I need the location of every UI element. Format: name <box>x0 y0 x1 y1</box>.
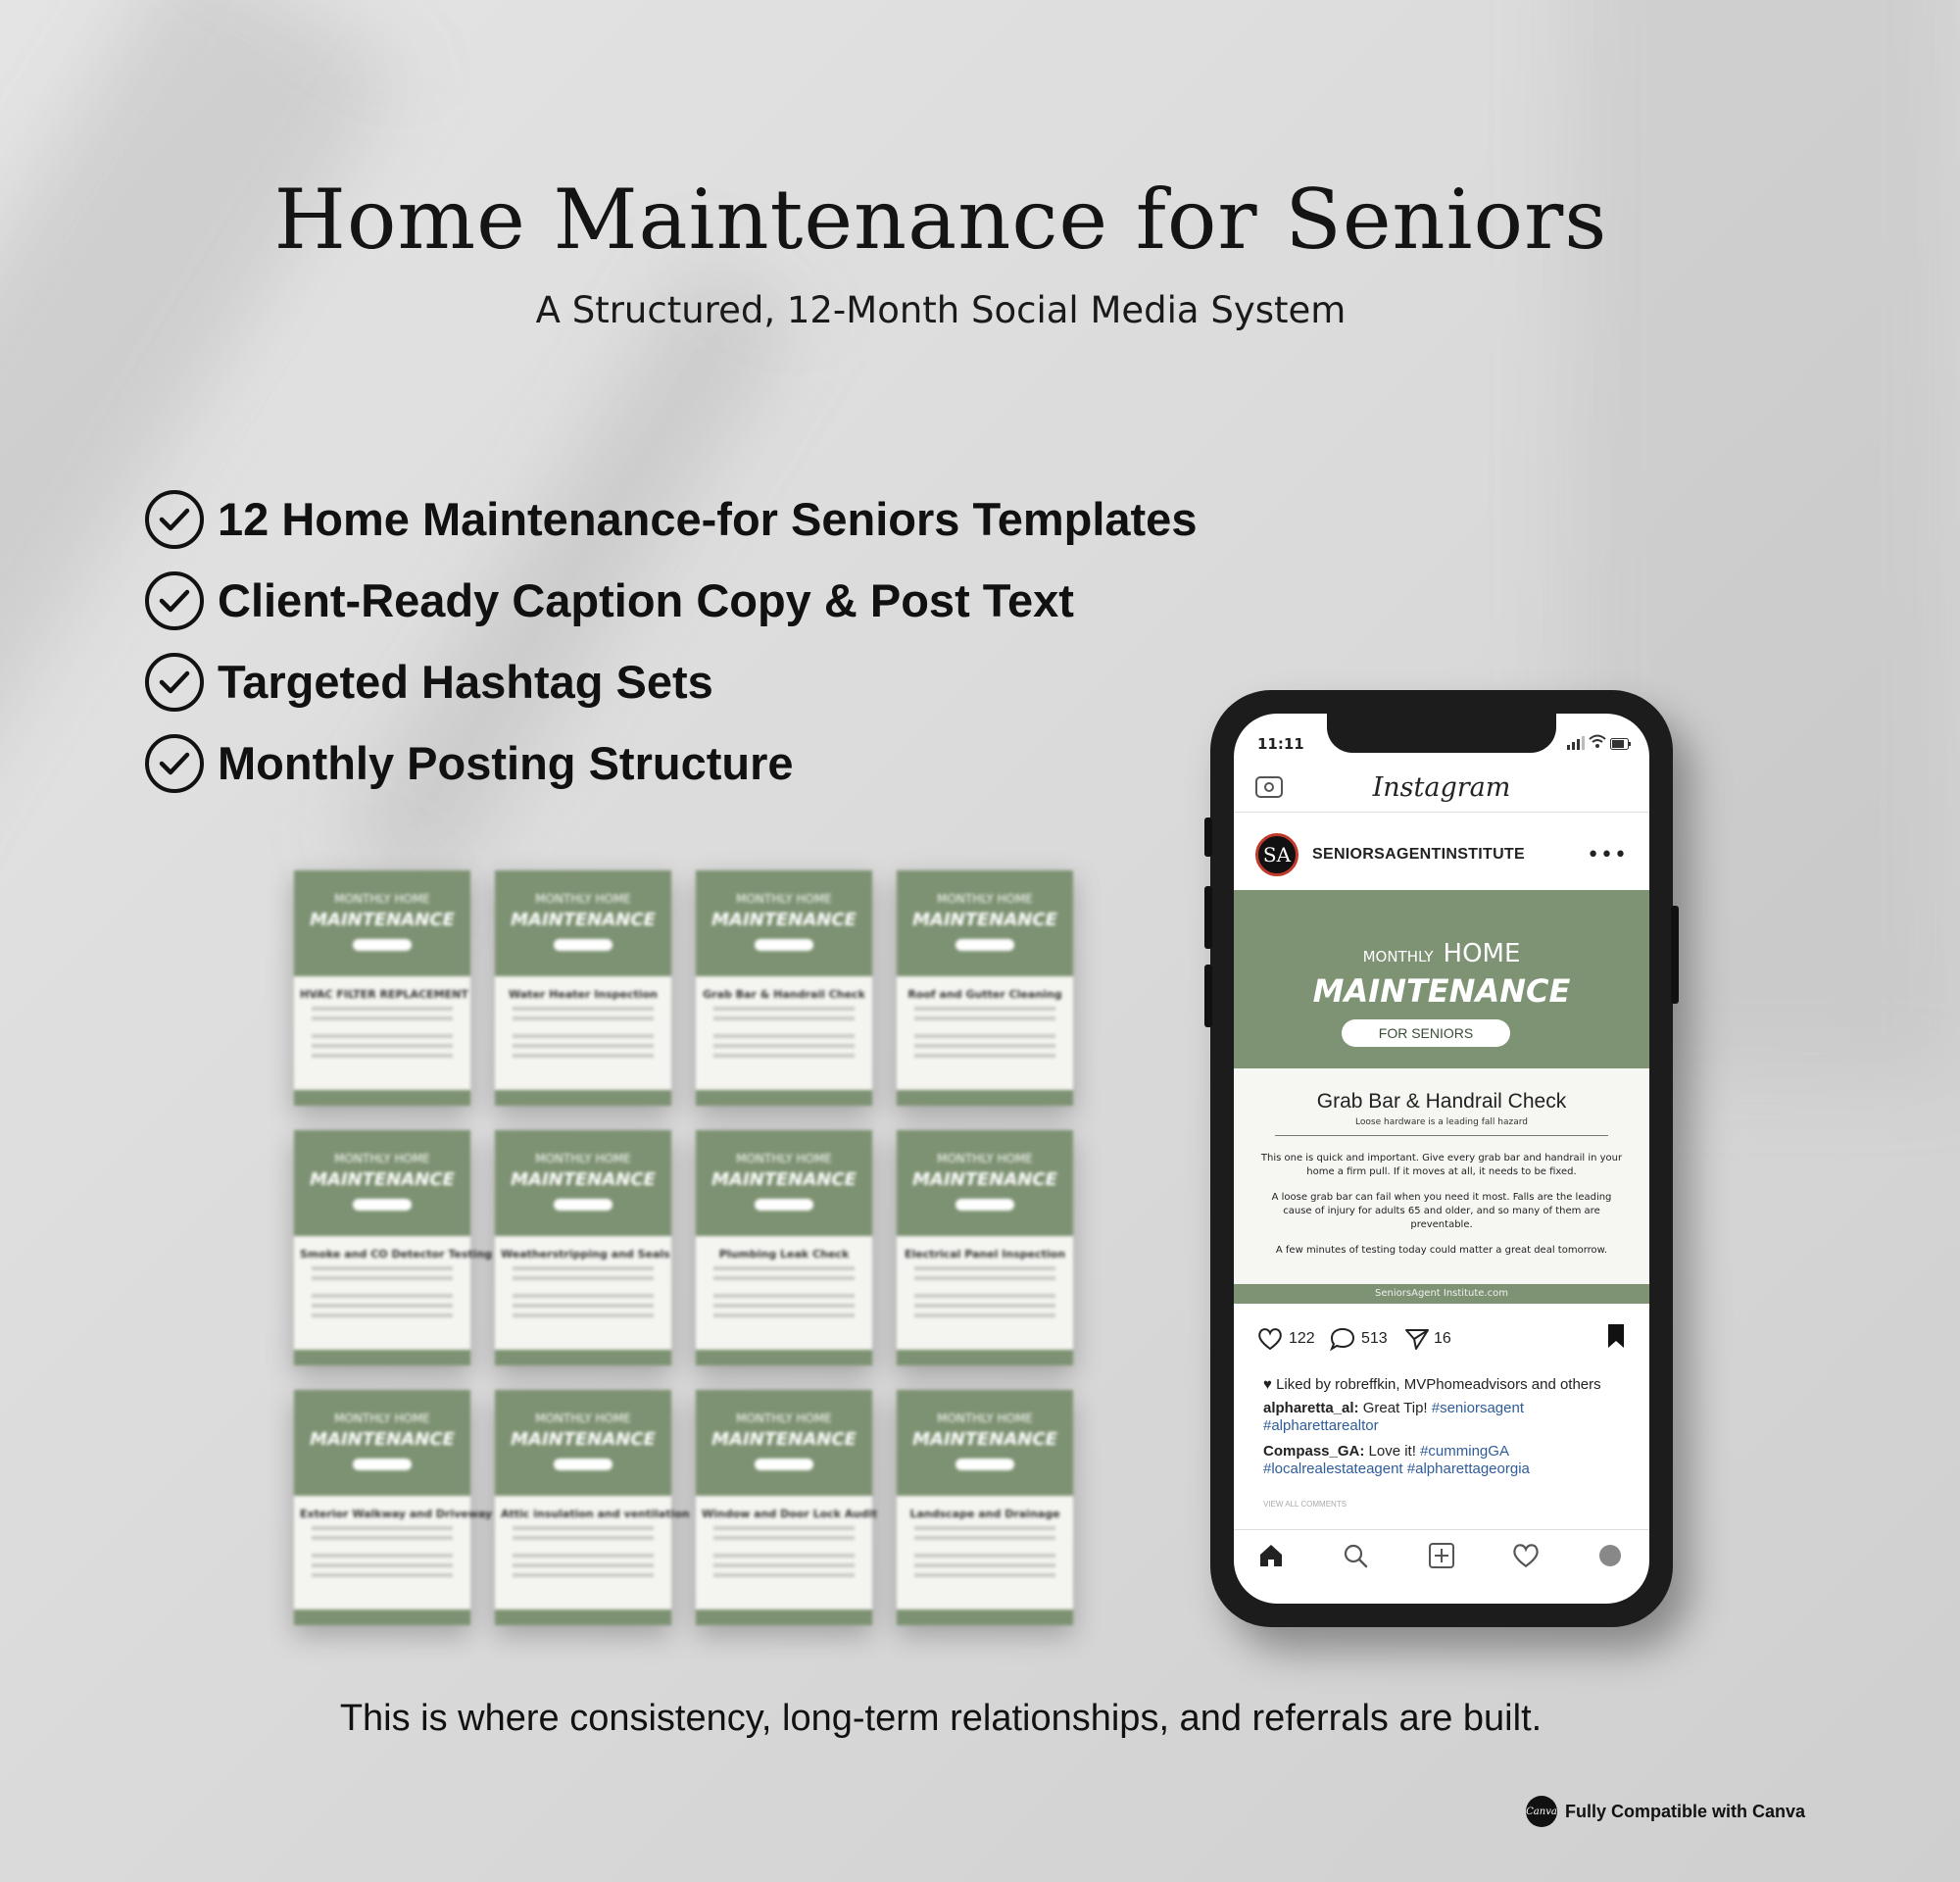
template-title: Smoke and CO Detector Testing <box>300 1248 493 1261</box>
template-title: Water Heater Inspection <box>509 988 658 1001</box>
feature-item <box>145 641 1197 722</box>
template-header <box>897 1130 1073 1236</box>
template-text-line <box>513 1536 654 1540</box>
template-card <box>897 1390 1073 1625</box>
template-text-line <box>914 1573 1055 1577</box>
bookmark-icon[interactable] <box>1606 1323 1626 1354</box>
template-header <box>495 1390 671 1496</box>
template-text-line <box>713 1313 855 1317</box>
template-text-line <box>914 1536 1055 1540</box>
template-pill <box>554 1199 612 1211</box>
phone-side-button <box>1671 906 1679 1004</box>
post-actions <box>1257 1323 1630 1353</box>
template-text-line <box>312 1304 453 1308</box>
heart-icon[interactable] <box>1257 1327 1283 1351</box>
phone-mockup <box>1210 690 1673 1627</box>
template-text-line <box>312 1554 453 1558</box>
template-pill <box>353 1459 412 1470</box>
post-heading-maintenance: MAINTENANCE <box>1312 972 1571 1010</box>
template-header-small: MONTHLY HOME <box>535 1412 631 1425</box>
template-text-line <box>513 1044 654 1048</box>
template-text-line <box>713 1044 855 1048</box>
post-pill: FOR SENIORS <box>1342 1019 1510 1047</box>
template-header <box>294 1130 470 1236</box>
template-title: Electrical Panel Inspection <box>904 1248 1066 1261</box>
template-text-line <box>513 1563 654 1567</box>
bottom-nav <box>1234 1529 1649 1579</box>
signal-icon <box>1567 735 1585 754</box>
template-text-line <box>513 1573 654 1577</box>
template-header-big: MAINTENANCE <box>310 1169 455 1190</box>
template-title: HVAC FILTER REPLACEMENT <box>300 988 468 1001</box>
template-text-line <box>312 1007 453 1011</box>
template-pill <box>755 1459 813 1470</box>
template-footer <box>897 1610 1073 1625</box>
post-text <box>1234 1152 1649 1258</box>
template-header <box>696 1130 872 1236</box>
template-card <box>495 1130 671 1365</box>
comment-count: 513 <box>1361 1330 1388 1347</box>
liked-by-text: Liked by robreffkin, MVPhomeadvisors and others <box>1276 1376 1601 1393</box>
template-header <box>897 870 1073 976</box>
template-text-line <box>513 1313 654 1317</box>
template-text-line <box>513 1054 654 1058</box>
template-text-line <box>713 1563 855 1567</box>
template-text-line <box>312 1526 453 1530</box>
template-header-big: MAINTENANCE <box>511 1169 656 1190</box>
template-footer <box>897 1350 1073 1365</box>
phone-screen <box>1234 714 1649 1604</box>
template-footer <box>495 1090 671 1106</box>
instagram-header <box>1234 765 1649 813</box>
template-pill <box>353 939 412 951</box>
template-text-line <box>914 1054 1055 1058</box>
template-card <box>495 1390 690 1625</box>
template-text-line <box>914 1034 1055 1038</box>
instagram-logo: Instagram <box>1372 772 1511 803</box>
template-text-line <box>713 1007 855 1011</box>
template-pill <box>755 1199 813 1211</box>
comment-tags[interactable]: #seniorsagent #alpharettarealtor <box>1263 1400 1524 1434</box>
template-text-line <box>312 1294 453 1298</box>
like-action[interactable] <box>1257 1327 1315 1351</box>
status-time: 11:11 <box>1257 735 1304 753</box>
page-title: Home Maintenance for Seniors <box>273 172 1608 268</box>
template-card <box>294 1130 493 1365</box>
feature-text: 12 Home Maintenance-for Seniors Templates <box>218 493 1198 545</box>
wifi-icon <box>1589 733 1606 752</box>
post-monthly: MONTHLY <box>1362 948 1434 966</box>
template-text-line <box>312 1573 453 1577</box>
template-text-line <box>713 1266 855 1270</box>
phone-side-button <box>1204 817 1212 857</box>
template-text-line <box>914 1313 1055 1317</box>
template-footer <box>294 1350 470 1365</box>
phone-side-button <box>1204 965 1212 1027</box>
template-text-line <box>914 1276 1055 1280</box>
template-text-line <box>513 1007 654 1011</box>
template-text-line <box>914 1554 1055 1558</box>
template-footer <box>495 1350 671 1365</box>
template-title: Exterior Walkway and Driveway <box>300 1508 493 1520</box>
template-text-line <box>513 1294 654 1298</box>
template-title: Grab Bar & Handrail Check <box>703 988 865 1001</box>
template-card <box>696 1130 872 1365</box>
post-paragraph: A loose grab bar can fail when you need it most. Falls are the leading cause of injury for adults 65 and older, and so many of them are preventable. <box>1271 1192 1612 1230</box>
template-header-small: MONTHLY HOME <box>937 1412 1033 1425</box>
template-text-line <box>513 1016 654 1020</box>
template-text-line <box>312 1313 453 1317</box>
template-text-line <box>312 1034 453 1038</box>
template-text-line <box>914 1044 1055 1048</box>
template-card <box>696 870 872 1106</box>
post-paragraph: This one is quick and important. Give every grab bar and handrail in your home a firm pull. If it moves at all, it needs to be fixed. <box>1260 1153 1623 1177</box>
share-action[interactable] <box>1404 1327 1451 1351</box>
template-pill <box>554 1459 612 1470</box>
template-header-small: MONTHLY HOME <box>334 1412 430 1425</box>
template-text-line <box>713 1054 855 1058</box>
view-all-comments[interactable]: VIEW ALL COMMENTS <box>1263 1500 1348 1509</box>
divider <box>1275 1135 1608 1136</box>
template-text-line <box>312 1266 453 1270</box>
comment-user[interactable]: alpharetta_al: <box>1263 1400 1359 1416</box>
feature-text: Targeted Hashtag Sets <box>218 656 713 708</box>
template-text-line <box>713 1294 855 1298</box>
comment-user[interactable]: Compass_GA: <box>1263 1443 1365 1460</box>
post-heading-home <box>1234 939 1649 968</box>
template-header-small: MONTHLY HOME <box>937 892 1033 906</box>
canva-logo-icon: Canva <box>1526 1796 1557 1827</box>
feature-text: Client-Ready Caption Copy & Post Text <box>218 574 1074 626</box>
feature-list <box>145 478 1197 804</box>
template-header-big: MAINTENANCE <box>711 1169 857 1190</box>
template-text-line <box>914 1007 1055 1011</box>
template-footer <box>495 1610 671 1625</box>
template-text-line <box>713 1304 855 1308</box>
template-header-small: MONTHLY HOME <box>937 1152 1033 1165</box>
small-heart-icon: ♥ <box>1263 1376 1277 1393</box>
template-card <box>294 870 470 1106</box>
template-title: Roof and Gutter Cleaning <box>907 988 1062 1001</box>
feature-item <box>145 722 1197 804</box>
comment-action[interactable] <box>1330 1327 1388 1351</box>
avatar[interactable]: SA <box>1255 833 1298 876</box>
template-text-line <box>513 1554 654 1558</box>
template-footer <box>696 1350 872 1365</box>
template-footer <box>696 1610 872 1625</box>
template-text-line <box>914 1526 1055 1530</box>
post-title: Grab Bar & Handrail Check <box>1316 1090 1567 1113</box>
tagline: This is where consistency, long-term relationships, and referrals are built. <box>339 1698 1543 1739</box>
template-text-line <box>312 1563 453 1567</box>
template-header-small: MONTHLY HOME <box>535 892 631 906</box>
template-header-big: MAINTENANCE <box>912 1429 1057 1450</box>
template-pill <box>956 1459 1014 1470</box>
comment-icon[interactable] <box>1330 1327 1355 1351</box>
template-header-small: MONTHLY HOME <box>334 892 430 906</box>
phone-notch <box>1327 714 1556 753</box>
post-subtitle: Loose hardware is a leading fall hazard <box>1355 1117 1528 1127</box>
comment-item <box>1263 1400 1626 1435</box>
template-text-line <box>914 1016 1055 1020</box>
template-header <box>696 1390 872 1496</box>
template-header-big: MAINTENANCE <box>711 910 857 930</box>
template-pill <box>755 939 813 951</box>
phone-side-button <box>1204 886 1212 949</box>
template-title: Plumbing Leak Check <box>718 1248 850 1261</box>
profile-icon[interactable] <box>1596 1542 1624 1569</box>
template-header-big: MAINTENANCE <box>310 1429 455 1450</box>
template-text-line <box>914 1294 1055 1298</box>
template-title: Attic insulation and ventilation <box>501 1508 690 1520</box>
template-card <box>495 870 671 1106</box>
battery-icon <box>1610 735 1632 754</box>
template-header-big: MAINTENANCE <box>511 1429 656 1450</box>
template-text-line <box>713 1536 855 1540</box>
template-pill <box>353 1199 412 1211</box>
template-pill <box>956 939 1014 951</box>
comment-item <box>1263 1443 1626 1478</box>
add-post-icon[interactable] <box>1428 1542 1455 1569</box>
template-footer <box>897 1090 1073 1106</box>
template-title: Weatherstripping and Seals <box>501 1248 670 1261</box>
check-circle-icon <box>145 571 204 630</box>
template-card <box>897 1130 1073 1365</box>
comment-text: Great Tip! <box>1362 1400 1428 1416</box>
template-header-small: MONTHLY HOME <box>736 892 832 906</box>
template-text-line <box>713 1034 855 1038</box>
send-icon[interactable] <box>1404 1327 1430 1351</box>
template-text-line <box>312 1536 453 1540</box>
template-footer <box>294 1090 470 1106</box>
template-footer <box>696 1090 872 1106</box>
template-pill <box>554 939 612 951</box>
template-header-small: MONTHLY HOME <box>736 1152 832 1165</box>
feature-item <box>145 560 1197 641</box>
template-header <box>495 870 671 976</box>
template-header-big: MAINTENANCE <box>511 910 656 930</box>
feature-item <box>145 478 1197 560</box>
post-body <box>1234 1068 1649 1284</box>
template-header <box>696 870 872 976</box>
template-text-line <box>713 1526 855 1530</box>
template-text-line <box>513 1304 654 1308</box>
post-home: HOME <box>1443 939 1521 968</box>
template-pill <box>956 1199 1014 1211</box>
template-title: Window and Door Lock Audit <box>702 1508 878 1520</box>
template-text-line <box>312 1044 453 1048</box>
template-text-line <box>513 1034 654 1038</box>
post-footer: SeniorsAgent Institute.com <box>1234 1284 1649 1304</box>
search-icon[interactable] <box>1342 1542 1369 1569</box>
canva-badge-text: Fully Compatible with Canva <box>1565 1801 1806 1821</box>
template-text-line <box>713 1573 855 1577</box>
home-icon[interactable] <box>1257 1542 1285 1569</box>
comment-tags[interactable]: #cummingGA #localrealestateagent #alpharettageorgia <box>1263 1443 1530 1477</box>
canva-badge <box>1526 1796 1805 1827</box>
template-text-line <box>513 1526 654 1530</box>
check-circle-icon <box>145 490 204 549</box>
template-card <box>897 870 1073 1106</box>
template-header-big: MAINTENANCE <box>711 1429 857 1450</box>
template-header-big: MAINTENANCE <box>912 1169 1057 1190</box>
template-header-small: MONTHLY HOME <box>334 1152 430 1165</box>
template-text-line <box>914 1304 1055 1308</box>
more-options-icon[interactable]: ••• <box>1587 843 1628 867</box>
template-card <box>696 1390 878 1625</box>
post-image <box>1234 890 1649 1068</box>
template-header-small: MONTHLY HOME <box>736 1412 832 1425</box>
like-count: 122 <box>1289 1330 1315 1347</box>
template-text-line <box>713 1554 855 1558</box>
template-text-line <box>713 1016 855 1020</box>
template-footer <box>294 1610 470 1625</box>
template-text-line <box>312 1054 453 1058</box>
comment-text: Love it! <box>1368 1443 1416 1460</box>
template-text-line <box>312 1276 453 1280</box>
check-circle-icon <box>145 734 204 793</box>
template-card <box>294 1390 493 1625</box>
feature-text: Monthly Posting Structure <box>218 737 794 789</box>
template-text-line <box>513 1276 654 1280</box>
share-count: 16 <box>1434 1330 1451 1347</box>
template-header <box>294 1390 470 1496</box>
post-paragraph: A few minutes of testing today could matter a great deal tomorrow. <box>1275 1245 1608 1256</box>
check-circle-icon <box>145 653 204 712</box>
template-title: Landscape and Drainage <box>909 1508 1060 1520</box>
template-header-big: MAINTENANCE <box>310 910 455 930</box>
template-header <box>495 1130 671 1236</box>
template-text-line <box>914 1563 1055 1567</box>
template-text-line <box>914 1266 1055 1270</box>
activity-heart-icon[interactable] <box>1512 1542 1540 1569</box>
liked-by[interactable] <box>1263 1376 1601 1393</box>
post-account[interactable] <box>1255 833 1525 876</box>
template-header <box>294 870 470 976</box>
template-header-small: MONTHLY HOME <box>535 1152 631 1165</box>
template-header <box>897 1390 1073 1496</box>
template-text-line <box>513 1266 654 1270</box>
template-text-line <box>312 1016 453 1020</box>
template-header-big: MAINTENANCE <box>912 910 1057 930</box>
template-text-line <box>713 1276 855 1280</box>
account-name[interactable]: SENIORSAGENTINSTITUTE <box>1312 846 1525 863</box>
page-subtitle: A Structured, 12-Month Social Media System <box>535 289 1347 331</box>
